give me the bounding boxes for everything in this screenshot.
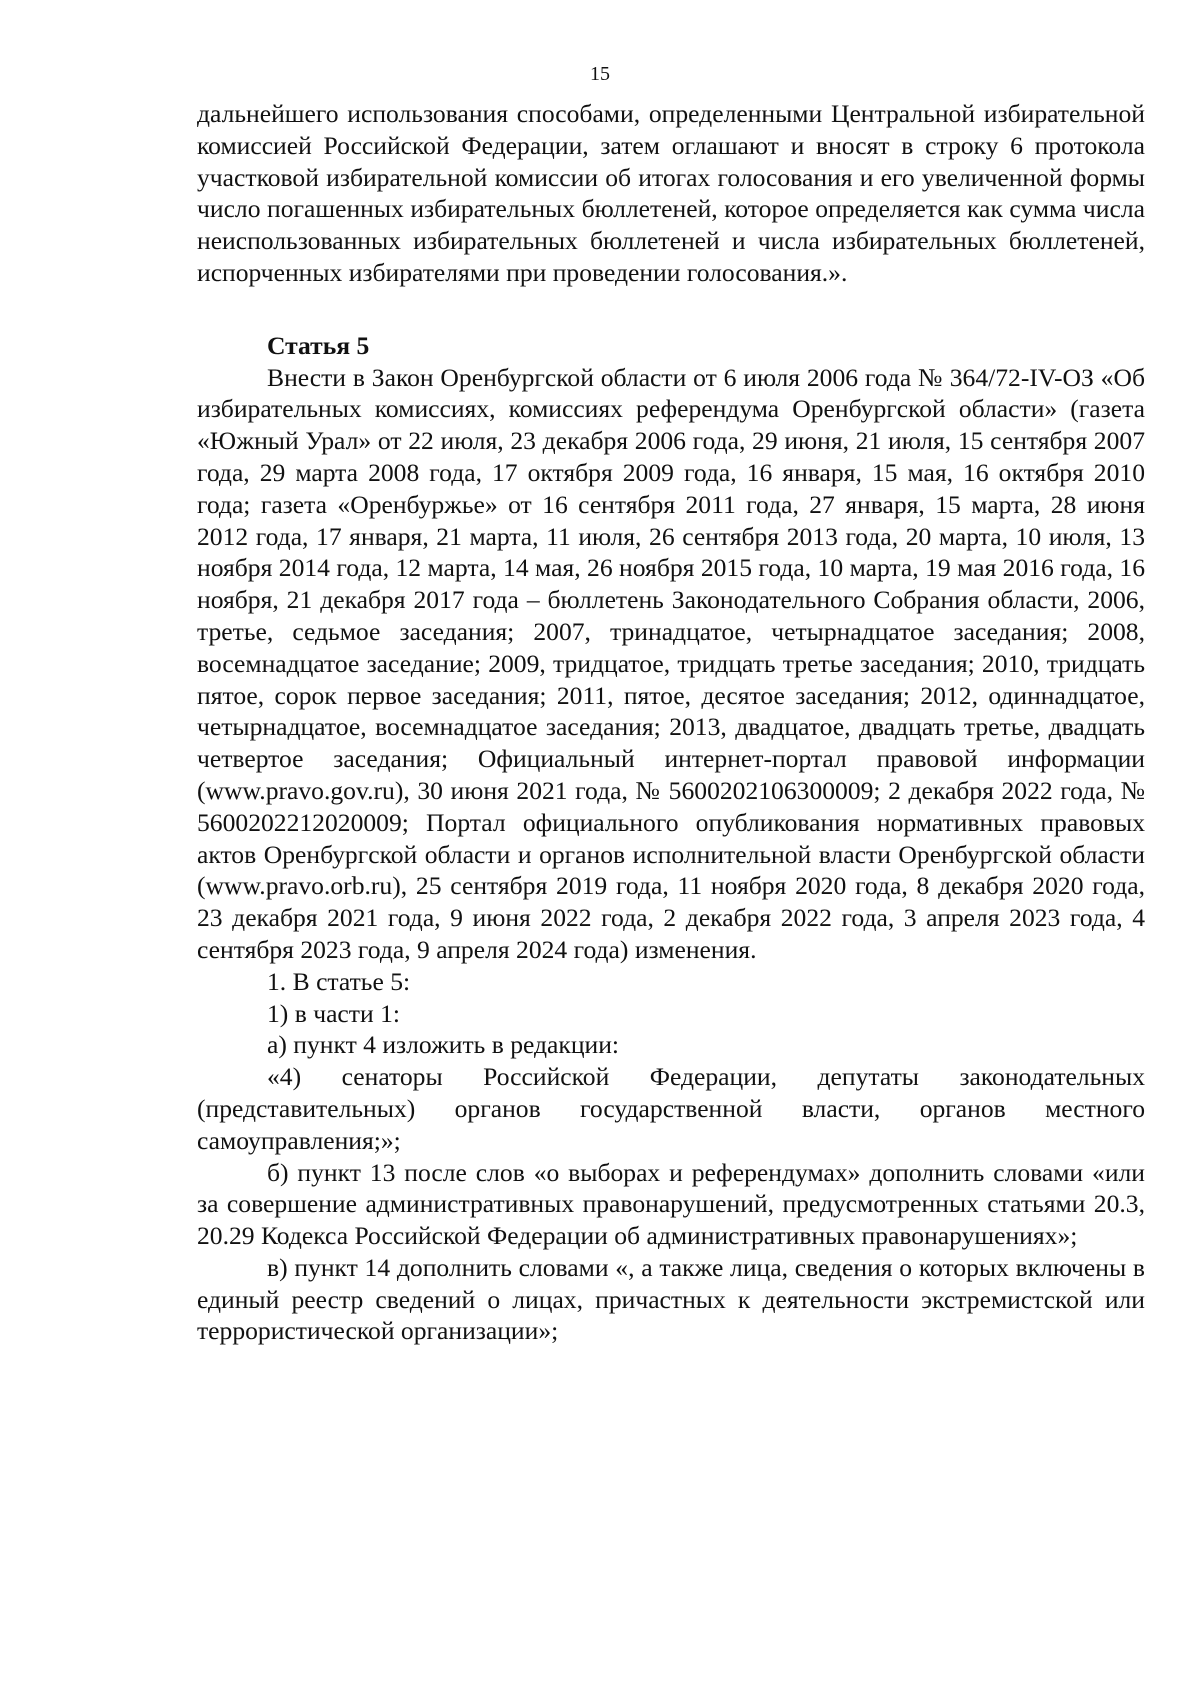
paragraph-item-1: 1. В статье 5: [267, 966, 411, 996]
paragraph-point-a: а) пункт 4 изложить в редакции: [267, 1030, 620, 1060]
paragraph-continuation: дальнейшего использования способами, определенными Центральной избирательной комиссией Российской Федерации, затем оглашают и вносят в строку 6 протокола участковой избирательной комиссии об итогах голосования и его увеличенной формы число погашенных избирательных бюллетеней, которое определяется как сумма числа неиспользованных избирательных бюллетеней и числа избирательных бюллетеней, испорченных избирателями при проведении голосования.». [197, 99, 1145, 287]
document-body [197, 98, 1145, 1347]
article-heading: Статья 5 [267, 330, 370, 360]
page-number: 15 [590, 63, 610, 85]
paragraph-point-v: в) пункт 14 дополнить словами «, а также лица, сведения о которых включены в единый реестр сведений о лицах, причастных к деятельности экстремистской или террористической организации»; [197, 1252, 1145, 1346]
paragraph-point-b: б) пункт 13 после слов «о выборах и референдумах» дополнить словами «или за совершение административных правонарушений, предусмотренных статьями 20.3, 20.29 Кодекса Российской Федерации об административных правонарушениях»; [197, 1157, 1145, 1251]
spacer [197, 289, 1145, 330]
paragraph-point-4-text: «4) сенаторы Российской Федерации, депутаты законодательных (представительных) органов государственной власти, органов местного самоуправления;»; [197, 1062, 1145, 1155]
paragraph-amendment-intro: Внести в Закон Оренбургской области от 6 июля 2006 года № 364/72-IV-ОЗ «Об избирательных комиссиях, комиссиях референдума Оренбургской области» (газета «Южный Урал» от 22 июля, 23 декабря 2006 года, 29 июня, 21 июля, 15 сентября 2007 года, 29 марта 2008 года, 17 октября 2009 года, 16 января, 15 мая, 16 октября 2010 года; газета «Оренбуржье» от 16 сентября 2011 года, 27 января, 15 марта, 28 июня 2012 года, 17 января, 21 марта, 11 июля, 26 сентября 2013 года, 20 марта, 10 июля, 13 ноября 2014 года, 12 марта, 14 мая, 26 ноября 2015 года, 10 марта, 19 мая 2016 года, 16 ноября, 21 декабря 2017 года – бюллетень Законодательного Собрания области, 2006, третье, седьмое заседания; 2007, тринадцатое, четырнадцатое заседания; 2008, восемнадцатое заседание; 2009, тридцатое, тридцать третье заседания; 2010, тридцать пятое, сорок первое заседания; 2011, пятое, десятое заседания; 2012, одиннадцатое, четырнадцатое, восемнадцатое заседания; 2013, двадцатое, двадцать третье, двадцать четвертое заседания; Официальный интернет-портал правовой информации (www.pravo.gov.ru), 30 июня 2021 года, № 5600202106300009; 2 декабря 2022 года, № 5600202212020009; Портал официального опубликования нормативных правовых актов Оренбургской области и органов исполнительной власти Оренбургской области (www.pravo.orb.ru), 25 сентября 2019 года, 11 ноября 2020 года, 8 декабря 2020 года, 23 декабря 2021 года, 9 июня 2022 года, 2 декабря 2022 года, 3 апреля 2023 года, 4 сентября 2023 года, 9 апреля 2024 года) изменения. [197, 362, 1145, 964]
paragraph-subitem-1: 1) в части 1: [267, 998, 400, 1028]
